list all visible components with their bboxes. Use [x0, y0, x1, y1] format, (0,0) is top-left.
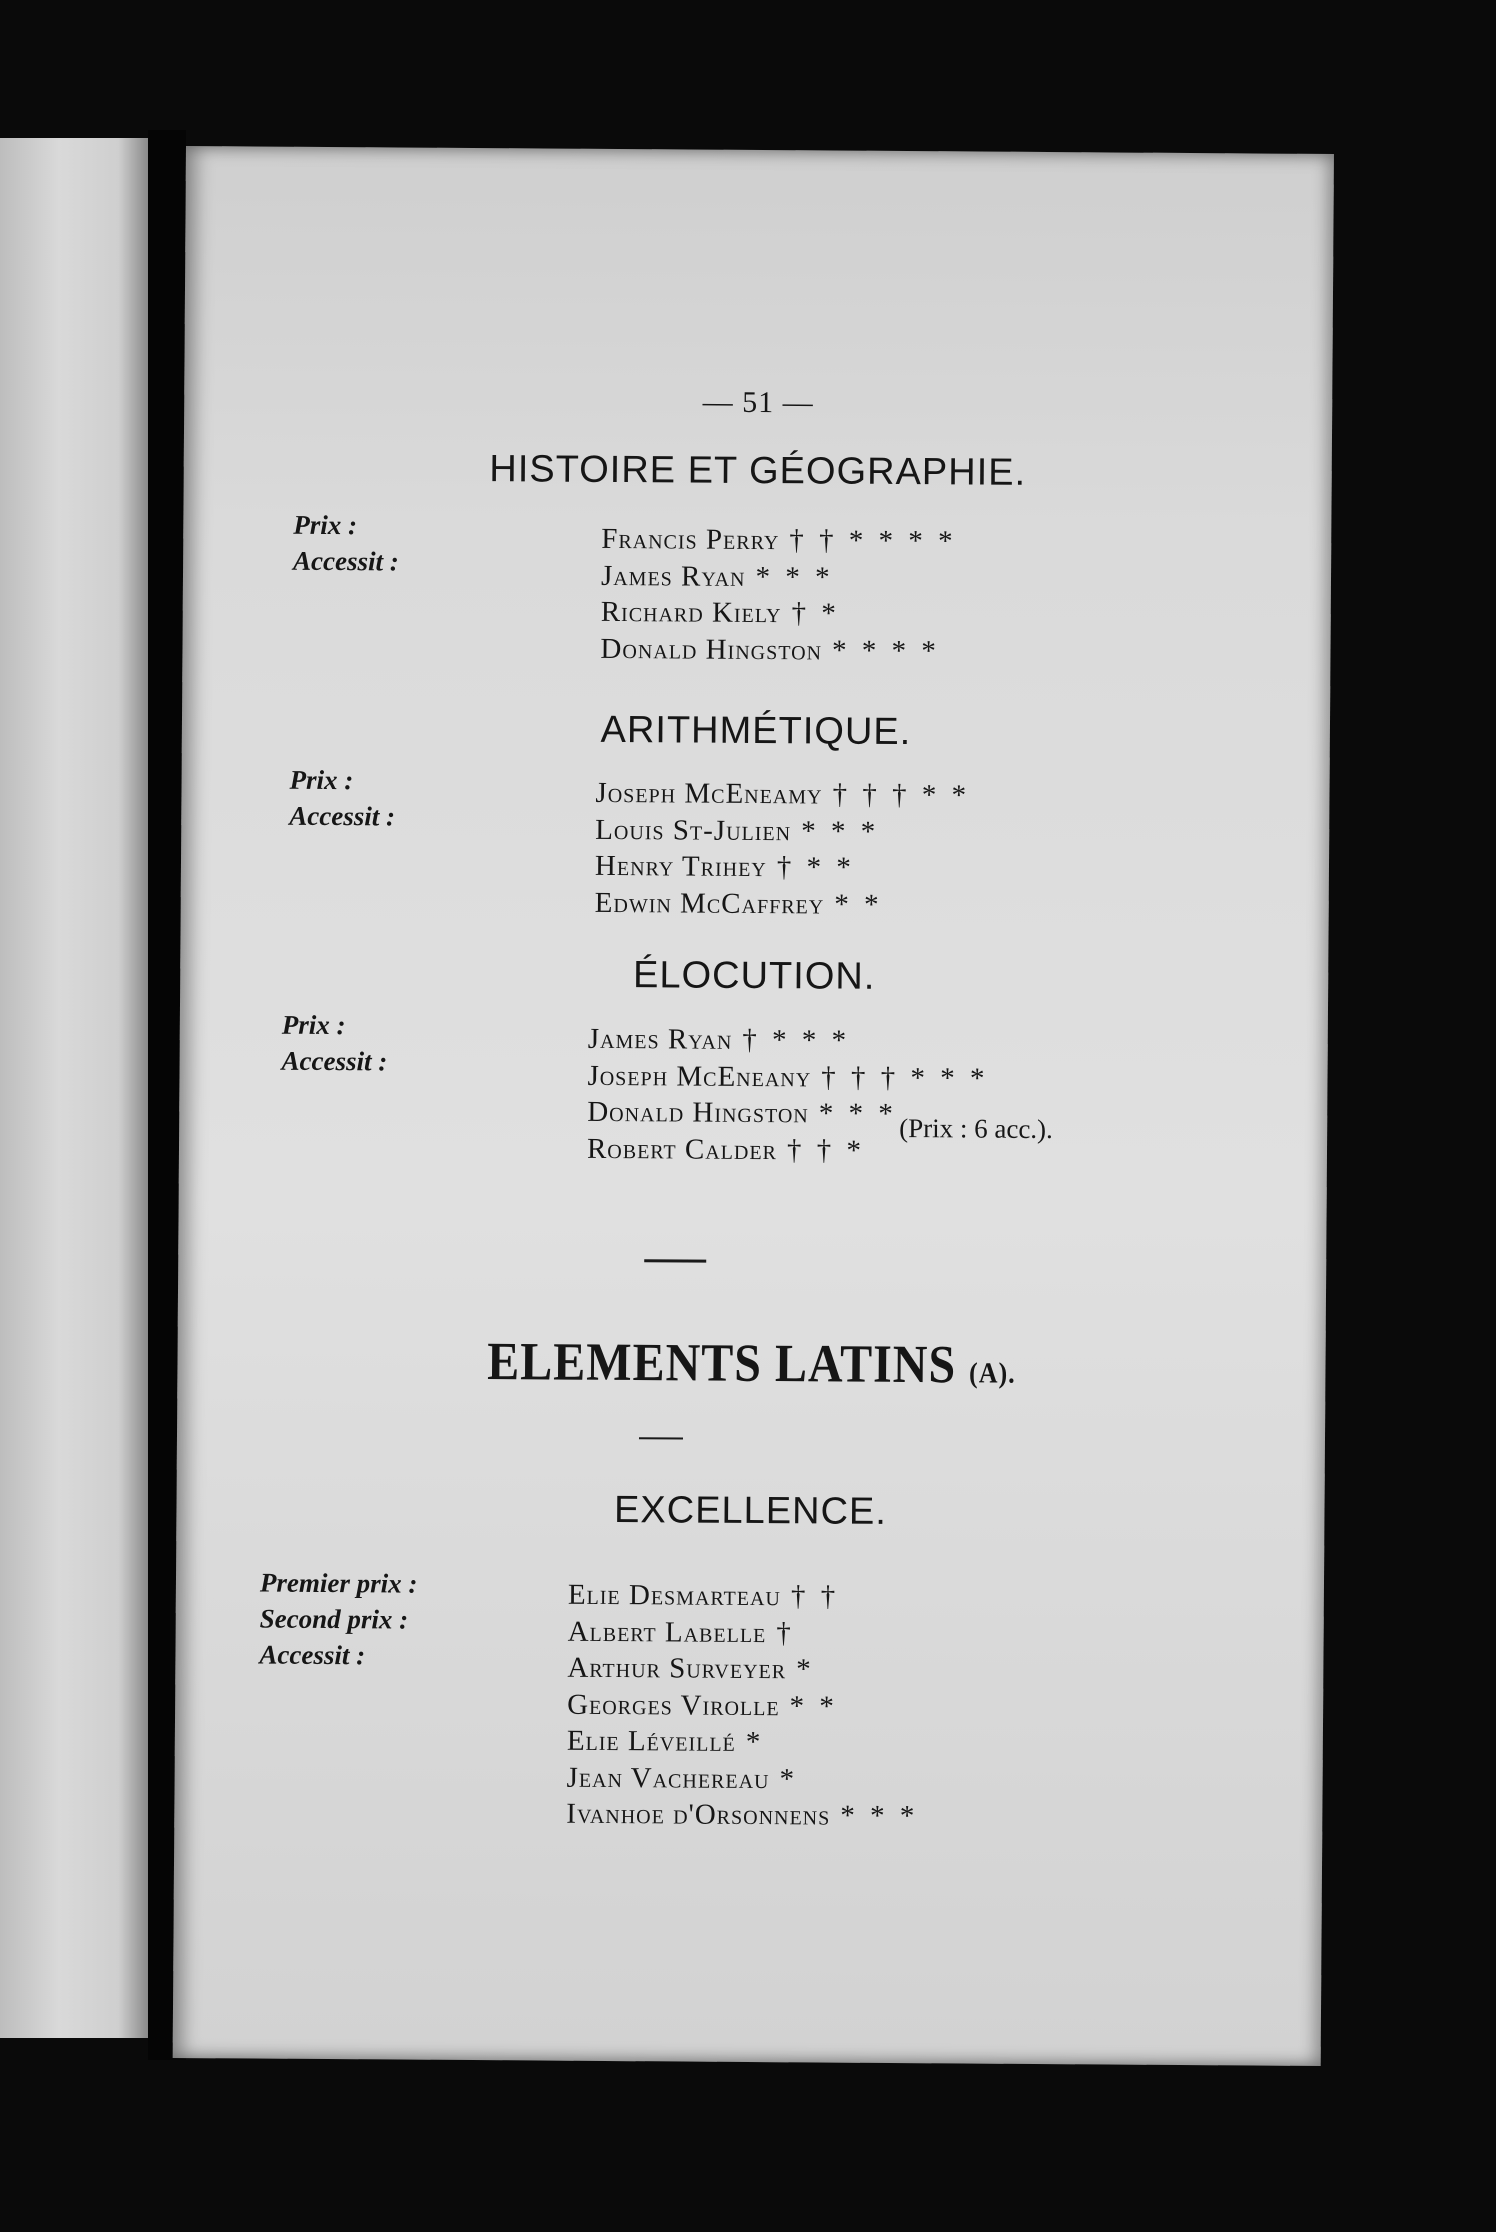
distinction-marks: † † † * * * [821, 1060, 989, 1095]
student-name: James Ryan [587, 1022, 733, 1056]
distinction-marks: * * [789, 1689, 838, 1723]
list-item [587, 1057, 988, 1096]
student-name: Henry Trihey [594, 849, 767, 884]
list-item [601, 557, 957, 596]
student-name: Francis Perry [601, 522, 780, 557]
list-item [568, 1613, 920, 1652]
student-name: Donald Hingston [587, 1095, 809, 1130]
student-name: Jean Vachereau [566, 1761, 770, 1795]
list-item [566, 1796, 918, 1835]
list-item [595, 775, 970, 814]
award-labels-elocution [281, 1007, 387, 1080]
list-item [566, 1759, 918, 1798]
student-name: Joseph McEneamy [595, 776, 823, 811]
division-title [177, 1329, 1325, 1399]
distinction-marks: * [745, 1725, 765, 1759]
distinction-marks: * * * [801, 814, 880, 848]
distinction-marks: † † [790, 1580, 840, 1613]
list-item [595, 884, 970, 923]
distinction-marks: † † * * * * [789, 524, 957, 558]
list-item [595, 811, 970, 850]
label-prix: Prix : [281, 1009, 346, 1041]
student-name: Ivanhoe d'Orsonnens [566, 1797, 831, 1832]
page-number: — 51 — [702, 385, 814, 420]
label-accessit: Accessit : [289, 800, 396, 832]
award-labels-excellence [259, 1565, 417, 1674]
student-name: Albert Labelle [567, 1615, 767, 1649]
distinction-marks: * * * [840, 1799, 919, 1833]
list-item [567, 1686, 919, 1725]
label-accessit: Accessit : [259, 1639, 366, 1671]
names-list-elocution [587, 1021, 989, 1170]
student-name: Elie Léveillé [566, 1724, 736, 1758]
student-name: Richard Kiely [600, 595, 782, 630]
distinction-marks: * * * * [831, 634, 940, 667]
student-name: Edwin McCaffrey [594, 886, 825, 920]
section-title-histoire: HISTOIRE ET GÉOGRAPHIE. [489, 448, 1027, 494]
student-name: Donald Hingston [600, 632, 823, 666]
student-name: James Ryan [600, 559, 746, 593]
distinction-marks: * * [834, 888, 883, 921]
distinction-marks: † [776, 1616, 795, 1649]
list-item [600, 630, 956, 669]
section-title-elocution: ÉLOCUTION. [632, 954, 876, 998]
names-list-arithmetique [595, 775, 971, 924]
distinction-marks: * * * [755, 560, 834, 594]
list-item [567, 1723, 919, 1762]
list-item [601, 521, 957, 560]
label-accessit: Accessit : [293, 545, 399, 577]
distinction-marks: * * * [818, 1097, 897, 1130]
list-item [595, 848, 970, 887]
names-list-histoire [600, 521, 956, 669]
distinction-marks: † † † * * [832, 778, 971, 812]
label-premier-prix: Premier prix : [259, 1567, 418, 1599]
list-item [568, 1577, 920, 1616]
division-title-text: ELEMENTS LATINS [487, 1331, 957, 1395]
previous-page-edge [0, 138, 148, 2038]
section-divider [644, 1259, 706, 1262]
list-item [601, 594, 957, 633]
award-labels-histoire [293, 507, 399, 580]
distinction-marks: † * [791, 597, 840, 630]
book-page [173, 146, 1334, 2066]
distinction-marks: † * * [776, 851, 855, 884]
student-name: Joseph McEneany [587, 1059, 812, 1093]
distinction-marks: * [796, 1653, 815, 1686]
student-name: Georges Virolle [567, 1688, 780, 1722]
section-title-arithmetique: ARITHMÉTIQUE. [600, 708, 912, 754]
distinction-marks: * [779, 1762, 799, 1795]
award-count-note: (Prix : 6 acc.). [899, 1113, 1053, 1145]
label-prix: Prix : [289, 764, 354, 796]
label-prix: Prix : [293, 509, 358, 541]
student-name: Robert Calder [586, 1132, 778, 1166]
student-name: Elie Desmarteau [567, 1578, 782, 1613]
distinction-marks: † * * * [742, 1023, 851, 1057]
student-name: Louis St-Julien [595, 813, 792, 847]
list-item [567, 1650, 919, 1689]
names-list-excellence [566, 1577, 920, 1835]
student-name: Arthur Surveyer [567, 1651, 787, 1686]
section-title-excellence: EXCELLENCE. [613, 1489, 888, 1533]
distinction-marks: † † * [786, 1133, 866, 1167]
list-item [588, 1021, 989, 1060]
award-labels-arithmetique [289, 762, 395, 835]
label-accessit: Accessit : [281, 1045, 388, 1077]
division-subtitle: (A). [968, 1356, 1016, 1390]
title-divider [639, 1437, 683, 1439]
label-second-prix: Second prix : [259, 1603, 409, 1635]
